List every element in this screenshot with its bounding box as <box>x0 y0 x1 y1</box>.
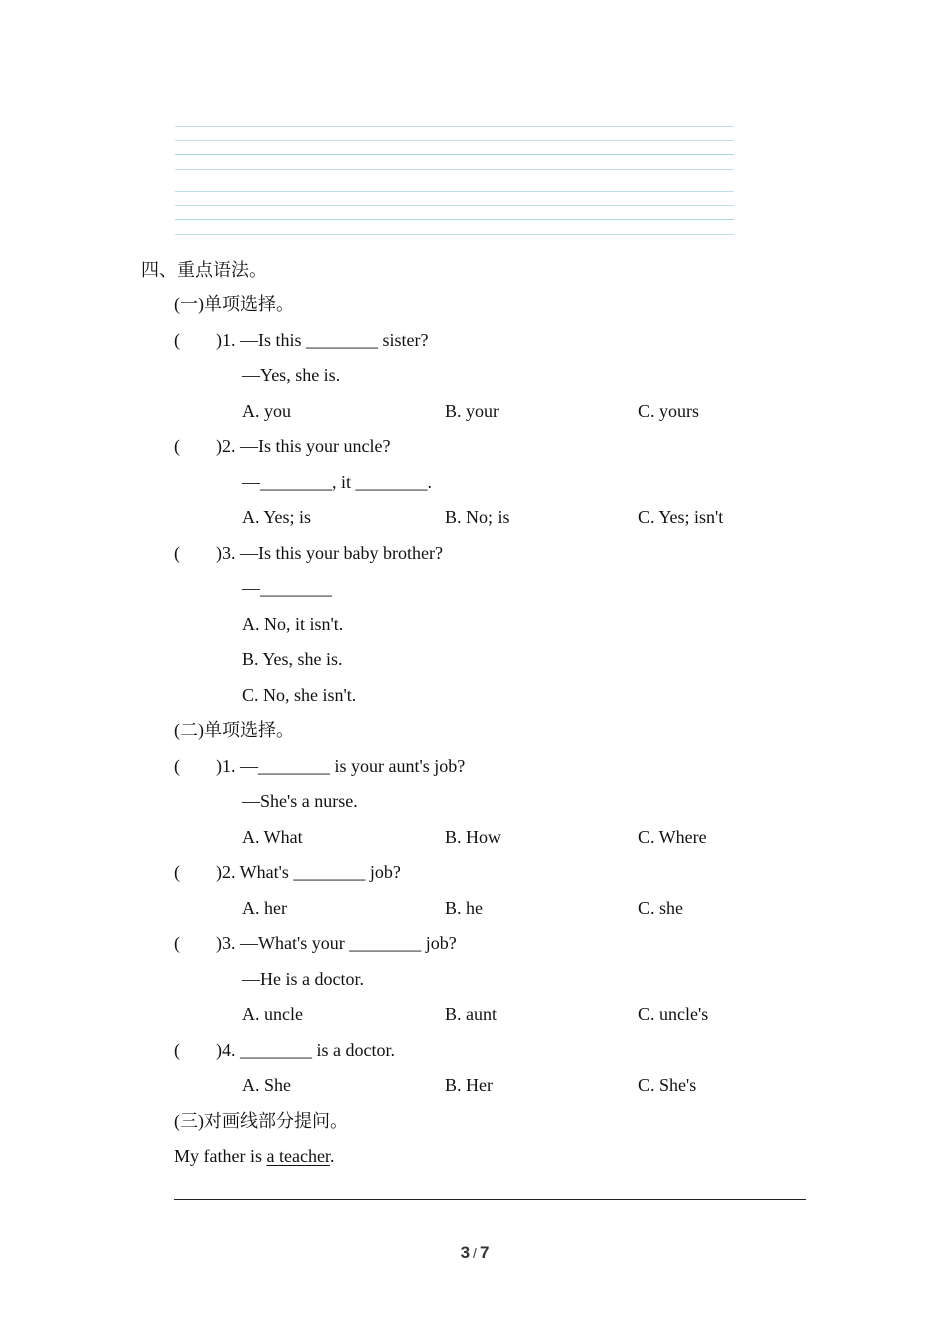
handwriting-line <box>175 219 734 220</box>
p2-q4-option-a[interactable]: A. She <box>242 1075 291 1095</box>
page-total: 7 <box>479 1243 490 1262</box>
answer-line[interactable] <box>174 1199 806 1200</box>
p1-q2-stem: ( )2. —Is this your uncle? <box>174 436 391 456</box>
handwriting-line <box>175 169 734 170</box>
part3-title: (三)对画线部分提问。 <box>174 1111 348 1131</box>
p2-q1-option-c[interactable]: C. Where <box>638 827 707 847</box>
p2-q3-stem: ( )3. —What's your ________ job? <box>174 933 457 953</box>
p2-q2-option-a[interactable]: A. her <box>242 898 287 918</box>
handwriting-line <box>175 205 734 206</box>
p1-q2-reply: —________, it ________. <box>242 472 433 492</box>
handwriting-line <box>175 154 734 155</box>
p1-q3-reply: —________ <box>242 578 332 598</box>
p1-q3-option-b[interactable]: B. Yes, she is. <box>242 649 343 669</box>
handwriting-lines-group-1[interactable] <box>175 126 734 172</box>
p2-q2-option-c[interactable]: C. she <box>638 898 683 918</box>
handwriting-line <box>175 234 734 235</box>
p1-q3-option-a[interactable]: A. No, it isn't. <box>242 614 344 634</box>
underlined-phrase: a teacher <box>266 1146 330 1166</box>
p2-q3-reply: —He is a doctor. <box>242 969 364 989</box>
p2-q3-option-a[interactable]: A. uncle <box>242 1004 303 1024</box>
section-title: 四、重点语法。 <box>141 260 267 280</box>
p2-q3-option-b[interactable]: B. aunt <box>445 1004 497 1024</box>
p2-q4-stem: ( )4. ________ is a doctor. <box>174 1040 395 1060</box>
handwriting-lines-group-2[interactable] <box>175 191 734 237</box>
p2-q1-reply: —She's a nurse. <box>242 791 358 811</box>
p2-q3-option-c[interactable]: C. uncle's <box>638 1004 709 1024</box>
p1-q1-reply: —Yes, she is. <box>242 365 341 385</box>
p1-q3-option-c[interactable]: C. No, she isn't. <box>242 685 357 705</box>
p1-q1-option-c[interactable]: C. yours <box>638 401 700 421</box>
p1-q1-option-a[interactable]: A. you <box>242 401 291 421</box>
p2-q1-option-b[interactable]: B. How <box>445 827 502 847</box>
p1-q3-stem: ( )3. —Is this your baby brother? <box>174 543 443 563</box>
p2-q1-option-a[interactable]: A. What <box>242 827 303 847</box>
handwriting-line <box>175 126 734 127</box>
part1-title: (一)单项选择。 <box>174 294 294 314</box>
p2-q2-stem: ( )2. What's ________ job? <box>174 862 401 882</box>
page-current: 3 <box>460 1243 471 1262</box>
p2-q2-option-b[interactable]: B. he <box>445 898 483 918</box>
part3-sentence <box>174 1145 334 1167</box>
page-separator: / <box>473 1245 477 1261</box>
handwriting-line <box>175 140 734 141</box>
p1-q2-option-a[interactable]: A. Yes; is <box>242 507 312 527</box>
p2-q4-option-b[interactable]: B. Her <box>445 1075 493 1095</box>
p1-q1-stem: ( )1. —Is this ________ sister? <box>174 330 429 350</box>
sentence-start: My father is <box>174 1146 267 1166</box>
part2-title: (二)单项选择。 <box>174 720 294 740</box>
handwriting-line <box>175 191 734 192</box>
p2-q1-stem: ( )1. —________ is your aunt's job? <box>174 756 466 776</box>
p2-q4-option-c[interactable]: C. She's <box>638 1075 697 1095</box>
p1-q2-option-c[interactable]: C. Yes; isn't <box>638 507 724 527</box>
p1-q2-option-b[interactable]: B. No; is <box>445 507 510 527</box>
sentence-end: . <box>329 1146 335 1166</box>
p1-q1-option-b[interactable]: B. your <box>445 401 499 421</box>
page-number <box>0 1243 950 1263</box>
